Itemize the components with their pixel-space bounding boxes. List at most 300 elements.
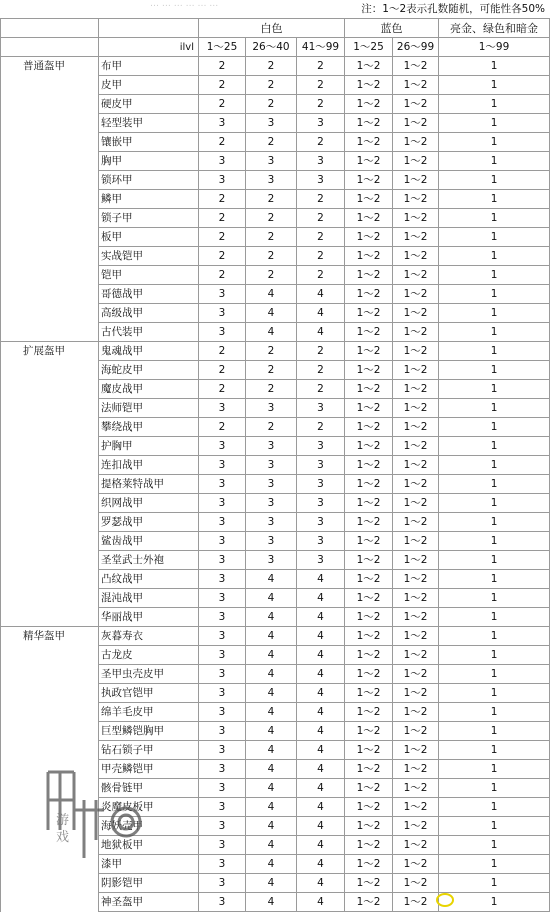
socket-count-cell: 1～2: [393, 703, 439, 722]
socket-count-cell: 2: [199, 361, 246, 380]
socket-count-cell: 1: [439, 95, 550, 114]
socket-count-cell: 2: [199, 342, 246, 361]
socket-count-cell: 1～2: [393, 95, 439, 114]
socket-count-cell: 3: [246, 551, 297, 570]
socket-count-cell: 1: [439, 855, 550, 874]
category-cell: [1, 665, 99, 684]
socket-count-cell: 3: [199, 760, 246, 779]
armor-name-cell: 古龙皮: [99, 646, 199, 665]
socket-count-cell: 3: [246, 456, 297, 475]
socket-count-cell: 2: [199, 209, 246, 228]
socket-count-cell: 1～2: [393, 779, 439, 798]
socket-count-cell: 4: [297, 798, 345, 817]
armor-name-cell: 华丽战甲: [99, 608, 199, 627]
socket-count-cell: 3: [199, 437, 246, 456]
socket-count-cell: 1: [439, 608, 550, 627]
category-cell: [1, 874, 99, 893]
socket-count-cell: 4: [297, 684, 345, 703]
socket-count-cell: 1～2: [345, 608, 393, 627]
socket-count-cell: 4: [297, 874, 345, 893]
table-row: [1, 95, 550, 114]
socket-count-cell: 1: [439, 361, 550, 380]
socket-count-cell: 2: [246, 380, 297, 399]
armor-name-cell: 连扣战甲: [99, 456, 199, 475]
socket-count-cell: 3: [199, 627, 246, 646]
socket-count-cell: 4: [297, 760, 345, 779]
socket-count-cell: 1～2: [393, 114, 439, 133]
socket-count-cell: 1: [439, 114, 550, 133]
socket-count-cell: 4: [246, 760, 297, 779]
socket-count-cell: 1～2: [393, 76, 439, 95]
socket-count-cell: 2: [297, 133, 345, 152]
socket-count-cell: 1～2: [345, 171, 393, 190]
socket-count-cell: 2: [246, 209, 297, 228]
armor-name-cell: 地狱板甲: [99, 836, 199, 855]
socket-count-cell: 4: [246, 323, 297, 342]
socket-count-cell: 3: [297, 513, 345, 532]
socket-count-cell: 2: [297, 342, 345, 361]
level-header: 1～25: [345, 38, 393, 57]
group-other-header: 亮金、绿色和暗金: [439, 19, 550, 38]
category-cell: [1, 551, 99, 570]
socket-count-cell: 4: [246, 589, 297, 608]
armor-name-cell: 护胸甲: [99, 437, 199, 456]
socket-count-cell: 1～2: [345, 722, 393, 741]
socket-count-cell: 1～2: [345, 399, 393, 418]
socket-count-cell: 4: [297, 893, 345, 912]
table-row: [1, 836, 550, 855]
socket-count-cell: 2: [246, 247, 297, 266]
category-cell: [1, 760, 99, 779]
socket-count-cell: 2: [246, 342, 297, 361]
socket-count-cell: 1～2: [393, 152, 439, 171]
socket-count-cell: 1: [439, 76, 550, 95]
socket-count-cell: 2: [297, 361, 345, 380]
table-row: [1, 247, 550, 266]
socket-count-cell: 1～2: [393, 665, 439, 684]
socket-count-cell: 1～2: [345, 646, 393, 665]
socket-count-cell: 1～2: [345, 570, 393, 589]
socket-count-cell: 4: [246, 665, 297, 684]
socket-count-cell: 3: [199, 399, 246, 418]
socket-count-cell: 2: [246, 133, 297, 152]
socket-count-cell: 3: [199, 722, 246, 741]
category-cell: [1, 741, 99, 760]
socket-count-cell: 3: [297, 456, 345, 475]
armor-name-cell: 铠甲: [99, 266, 199, 285]
socket-count-cell: 1～2: [345, 741, 393, 760]
table-row: [1, 513, 550, 532]
table-row: [1, 171, 550, 190]
armor-name-cell: 混沌战甲: [99, 589, 199, 608]
socket-count-cell: 2: [199, 418, 246, 437]
socket-count-cell: 2: [199, 247, 246, 266]
socket-table: [0, 18, 550, 912]
armor-name-cell: 甲壳鳞铠甲: [99, 760, 199, 779]
armor-name-cell: 炎魔皮板甲: [99, 798, 199, 817]
socket-count-cell: 2: [297, 228, 345, 247]
socket-count-cell: 1: [439, 513, 550, 532]
table-row: [1, 570, 550, 589]
socket-count-cell: 1～2: [393, 874, 439, 893]
armor-name-cell: 板甲: [99, 228, 199, 247]
socket-count-cell: 3: [199, 665, 246, 684]
socket-count-cell: 4: [246, 703, 297, 722]
socket-count-cell: 1: [439, 380, 550, 399]
socket-count-cell: 4: [297, 741, 345, 760]
socket-count-cell: 4: [297, 703, 345, 722]
socket-count-cell: 3: [199, 171, 246, 190]
level-header: 1～25: [199, 38, 246, 57]
socket-count-cell: 4: [297, 323, 345, 342]
category-cell: [1, 247, 99, 266]
table-row: [1, 380, 550, 399]
socket-count-cell: 3: [297, 114, 345, 133]
table-row: [1, 532, 550, 551]
note-text: 注：1～2表示孔数随机，可能性各50%: [361, 3, 545, 15]
socket-count-cell: 2: [297, 247, 345, 266]
socket-count-cell: 4: [297, 722, 345, 741]
armor-name-cell: 哥德战甲: [99, 285, 199, 304]
armor-name-cell: 锁子甲: [99, 209, 199, 228]
socket-count-cell: 1～2: [345, 247, 393, 266]
table-row: [1, 266, 550, 285]
armor-name-cell: 神圣盔甲: [99, 893, 199, 912]
socket-count-cell: 1～2: [345, 836, 393, 855]
group-blue-header: 蓝色: [345, 19, 439, 38]
table-row: [1, 760, 550, 779]
socket-count-cell: 2: [199, 57, 246, 76]
table-row: [1, 893, 550, 912]
armor-name-cell: 攀绕战甲: [99, 418, 199, 437]
armor-name-cell: 镶嵌甲: [99, 133, 199, 152]
armor-name-cell: 海妖壳甲: [99, 817, 199, 836]
socket-count-cell: 1～2: [393, 266, 439, 285]
table-row: [1, 323, 550, 342]
category-cell: [1, 285, 99, 304]
table-row: [1, 190, 550, 209]
armor-name-cell: 圣甲虫壳皮甲: [99, 665, 199, 684]
table-row: [1, 437, 550, 456]
socket-count-cell: 4: [246, 684, 297, 703]
socket-count-cell: 1～2: [393, 627, 439, 646]
socket-count-cell: 1～2: [393, 589, 439, 608]
socket-count-cell: 3: [246, 437, 297, 456]
socket-count-cell: 2: [246, 95, 297, 114]
socket-count-cell: 1～2: [393, 817, 439, 836]
socket-count-cell: 3: [199, 741, 246, 760]
armor-name-cell: 海蛇皮甲: [99, 361, 199, 380]
category-cell: [1, 95, 99, 114]
socket-count-cell: 1: [439, 703, 550, 722]
armor-name-cell: 硬皮甲: [99, 95, 199, 114]
faint-header-text: … … … … … …: [150, 0, 219, 9]
socket-count-cell: 3: [199, 152, 246, 171]
socket-count-cell: 1: [439, 589, 550, 608]
category-cell: [1, 836, 99, 855]
table-row: [1, 114, 550, 133]
socket-count-cell: 4: [246, 608, 297, 627]
armor-name-cell: 绵羊毛皮甲: [99, 703, 199, 722]
socket-count-cell: 1: [439, 893, 550, 912]
socket-count-cell: 3: [199, 551, 246, 570]
socket-count-cell: 1: [439, 836, 550, 855]
socket-count-cell: 2: [199, 76, 246, 95]
socket-count-cell: 1～2: [345, 361, 393, 380]
socket-count-cell: 1～2: [345, 494, 393, 513]
category-cell: [1, 494, 99, 513]
socket-count-cell: 2: [297, 380, 345, 399]
armor-name-cell: 巨型鳞铠胸甲: [99, 722, 199, 741]
armor-name-cell: 织网战甲: [99, 494, 199, 513]
socket-count-cell: 1～2: [345, 817, 393, 836]
socket-count-cell: 1～2: [345, 285, 393, 304]
armor-name-cell: 骸骨链甲: [99, 779, 199, 798]
socket-count-cell: 3: [246, 494, 297, 513]
category-cell: 精华盔甲: [1, 627, 99, 646]
socket-count-cell: 2: [297, 209, 345, 228]
socket-count-cell: 1～2: [345, 532, 393, 551]
socket-count-cell: 1: [439, 760, 550, 779]
socket-count-cell: 1～2: [393, 836, 439, 855]
socket-count-cell: 3: [199, 779, 246, 798]
armor-name-cell: 钻石锁子甲: [99, 741, 199, 760]
socket-count-cell: 3: [297, 494, 345, 513]
socket-count-cell: 3: [199, 494, 246, 513]
category-cell: [1, 266, 99, 285]
socket-count-cell: 1～2: [345, 703, 393, 722]
category-cell: [1, 114, 99, 133]
socket-count-cell: 3: [199, 608, 246, 627]
socket-count-cell: 2: [297, 95, 345, 114]
socket-count-cell: 3: [199, 475, 246, 494]
socket-count-cell: 3: [297, 399, 345, 418]
socket-count-cell: 2: [246, 418, 297, 437]
level-header: 26～40: [246, 38, 297, 57]
socket-count-cell: 3: [199, 893, 246, 912]
category-cell: [1, 532, 99, 551]
socket-count-cell: 1～2: [393, 133, 439, 152]
table-row: [1, 304, 550, 323]
table-row: [1, 228, 550, 247]
table-row: [1, 665, 550, 684]
armor-name-cell: 古代装甲: [99, 323, 199, 342]
socket-count-cell: 3: [246, 475, 297, 494]
socket-count-cell: 4: [246, 570, 297, 589]
socket-count-cell: 1: [439, 399, 550, 418]
category-cell: [1, 513, 99, 532]
socket-count-cell: 4: [246, 741, 297, 760]
table-row: [1, 494, 550, 513]
table-row: [1, 646, 550, 665]
socket-count-cell: 1: [439, 570, 550, 589]
table-row: [1, 703, 550, 722]
socket-count-cell: 1～2: [393, 190, 439, 209]
socket-count-cell: 1: [439, 722, 550, 741]
table-row: [1, 855, 550, 874]
socket-count-cell: 1～2: [393, 741, 439, 760]
armor-name-cell: 鳞甲: [99, 190, 199, 209]
socket-count-cell: 2: [199, 266, 246, 285]
socket-count-cell: 3: [199, 836, 246, 855]
socket-count-cell: 2: [246, 228, 297, 247]
socket-count-cell: 1～2: [393, 475, 439, 494]
socket-count-cell: 3: [297, 152, 345, 171]
socket-count-cell: 1～2: [345, 266, 393, 285]
socket-count-cell: 3: [199, 456, 246, 475]
category-cell: [1, 228, 99, 247]
socket-count-cell: 4: [246, 304, 297, 323]
socket-count-cell: 3: [297, 551, 345, 570]
socket-count-cell: 3: [297, 532, 345, 551]
socket-count-cell: 1～2: [393, 380, 439, 399]
socket-count-cell: 1～2: [345, 152, 393, 171]
socket-count-cell: 3: [199, 304, 246, 323]
category-cell: [1, 209, 99, 228]
category-cell: [1, 399, 99, 418]
armor-name-cell: 高级战甲: [99, 304, 199, 323]
category-cell: [1, 171, 99, 190]
socket-count-cell: 1～2: [393, 399, 439, 418]
table-row: [1, 741, 550, 760]
socket-count-cell: 2: [199, 95, 246, 114]
socket-count-cell: 2: [199, 228, 246, 247]
socket-count-cell: 1～2: [393, 171, 439, 190]
socket-count-cell: 1～2: [345, 874, 393, 893]
level-header-row: [1, 38, 550, 57]
level-header: 26～99: [393, 38, 439, 57]
socket-count-cell: 3: [199, 589, 246, 608]
category-cell: [1, 798, 99, 817]
socket-count-cell: 1～2: [345, 342, 393, 361]
socket-count-cell: 1～2: [393, 551, 439, 570]
table-row: [1, 418, 550, 437]
category-cell: [1, 190, 99, 209]
armor-name-cell: 提格莱特战甲: [99, 475, 199, 494]
armor-name-cell: 凸纹战甲: [99, 570, 199, 589]
socket-count-cell: 1～2: [393, 209, 439, 228]
socket-count-cell: 1～2: [393, 285, 439, 304]
socket-count-cell: 4: [246, 874, 297, 893]
table-row: [1, 342, 550, 361]
socket-count-cell: 1～2: [345, 380, 393, 399]
category-cell: [1, 380, 99, 399]
table-row: [1, 399, 550, 418]
armor-name-cell: 胸甲: [99, 152, 199, 171]
socket-count-cell: 4: [297, 589, 345, 608]
category-cell: [1, 722, 99, 741]
socket-count-cell: 2: [246, 76, 297, 95]
socket-count-cell: 3: [297, 171, 345, 190]
socket-count-cell: 2: [297, 266, 345, 285]
socket-count-cell: 1: [439, 646, 550, 665]
socket-count-cell: 4: [297, 817, 345, 836]
table-row: [1, 608, 550, 627]
socket-count-cell: 1～2: [393, 323, 439, 342]
socket-count-cell: 1～2: [393, 760, 439, 779]
socket-count-cell: 1: [439, 494, 550, 513]
socket-count-cell: 3: [199, 323, 246, 342]
category-cell: 普通盔甲: [1, 57, 99, 76]
table-row: [1, 209, 550, 228]
armor-name-cell: 阴影铠甲: [99, 874, 199, 893]
armor-name-cell: 圣堂武士外袍: [99, 551, 199, 570]
socket-count-cell: 1: [439, 551, 550, 570]
socket-count-cell: 4: [246, 722, 297, 741]
category-cell: [1, 475, 99, 494]
table-row: [1, 551, 550, 570]
category-cell: 扩展盔甲: [1, 342, 99, 361]
armor-name-cell: 皮甲: [99, 76, 199, 95]
category-cell: [1, 817, 99, 836]
category-cell: [1, 589, 99, 608]
table-row: [1, 76, 550, 95]
socket-count-cell: 1: [439, 665, 550, 684]
socket-count-cell: 1: [439, 418, 550, 437]
socket-count-cell: 1～2: [345, 95, 393, 114]
armor-name-cell: 法师铠甲: [99, 399, 199, 418]
category-cell: [1, 855, 99, 874]
level-header: 41～99: [297, 38, 345, 57]
socket-count-cell: 1～2: [345, 418, 393, 437]
category-cell: [1, 608, 99, 627]
socket-count-cell: 1: [439, 133, 550, 152]
category-cell: [1, 893, 99, 912]
socket-count-cell: 3: [246, 532, 297, 551]
table-row: [1, 798, 550, 817]
socket-count-cell: 1～2: [345, 323, 393, 342]
socket-count-cell: 4: [297, 304, 345, 323]
socket-count-cell: 3: [199, 874, 246, 893]
socket-count-cell: 1～2: [345, 304, 393, 323]
armor-name-cell: 执政官铠甲: [99, 684, 199, 703]
socket-count-cell: 1～2: [345, 57, 393, 76]
socket-count-cell: 1: [439, 266, 550, 285]
table-row: [1, 285, 550, 304]
category-cell: [1, 418, 99, 437]
socket-count-cell: 3: [297, 475, 345, 494]
socket-count-cell: 1: [439, 437, 550, 456]
table-row: [1, 589, 550, 608]
armor-name-cell: 灰暮寿衣: [99, 627, 199, 646]
socket-count-cell: 4: [246, 779, 297, 798]
socket-count-cell: 1～2: [393, 684, 439, 703]
socket-count-cell: 1～2: [393, 646, 439, 665]
socket-count-cell: 1～2: [393, 228, 439, 247]
socket-count-cell: 3: [199, 855, 246, 874]
socket-count-cell: 2: [297, 57, 345, 76]
socket-count-cell: 4: [297, 608, 345, 627]
group-white-header: 白色: [199, 19, 345, 38]
category-cell: [1, 323, 99, 342]
socket-count-cell: 2: [297, 76, 345, 95]
socket-count-cell: 1～2: [393, 361, 439, 380]
socket-count-cell: 1: [439, 342, 550, 361]
category-cell: [1, 361, 99, 380]
socket-count-cell: 4: [246, 836, 297, 855]
socket-count-cell: 1: [439, 190, 550, 209]
armor-name-cell: 魔皮战甲: [99, 380, 199, 399]
table-row: [1, 152, 550, 171]
socket-count-cell: 1～2: [345, 133, 393, 152]
socket-count-cell: 4: [297, 665, 345, 684]
socket-count-cell: 1: [439, 209, 550, 228]
socket-count-cell: 1～2: [393, 855, 439, 874]
socket-count-cell: 1～2: [393, 893, 439, 912]
socket-count-cell: 4: [297, 646, 345, 665]
socket-count-cell: 4: [297, 779, 345, 798]
armor-name-cell: 轻型装甲: [99, 114, 199, 133]
